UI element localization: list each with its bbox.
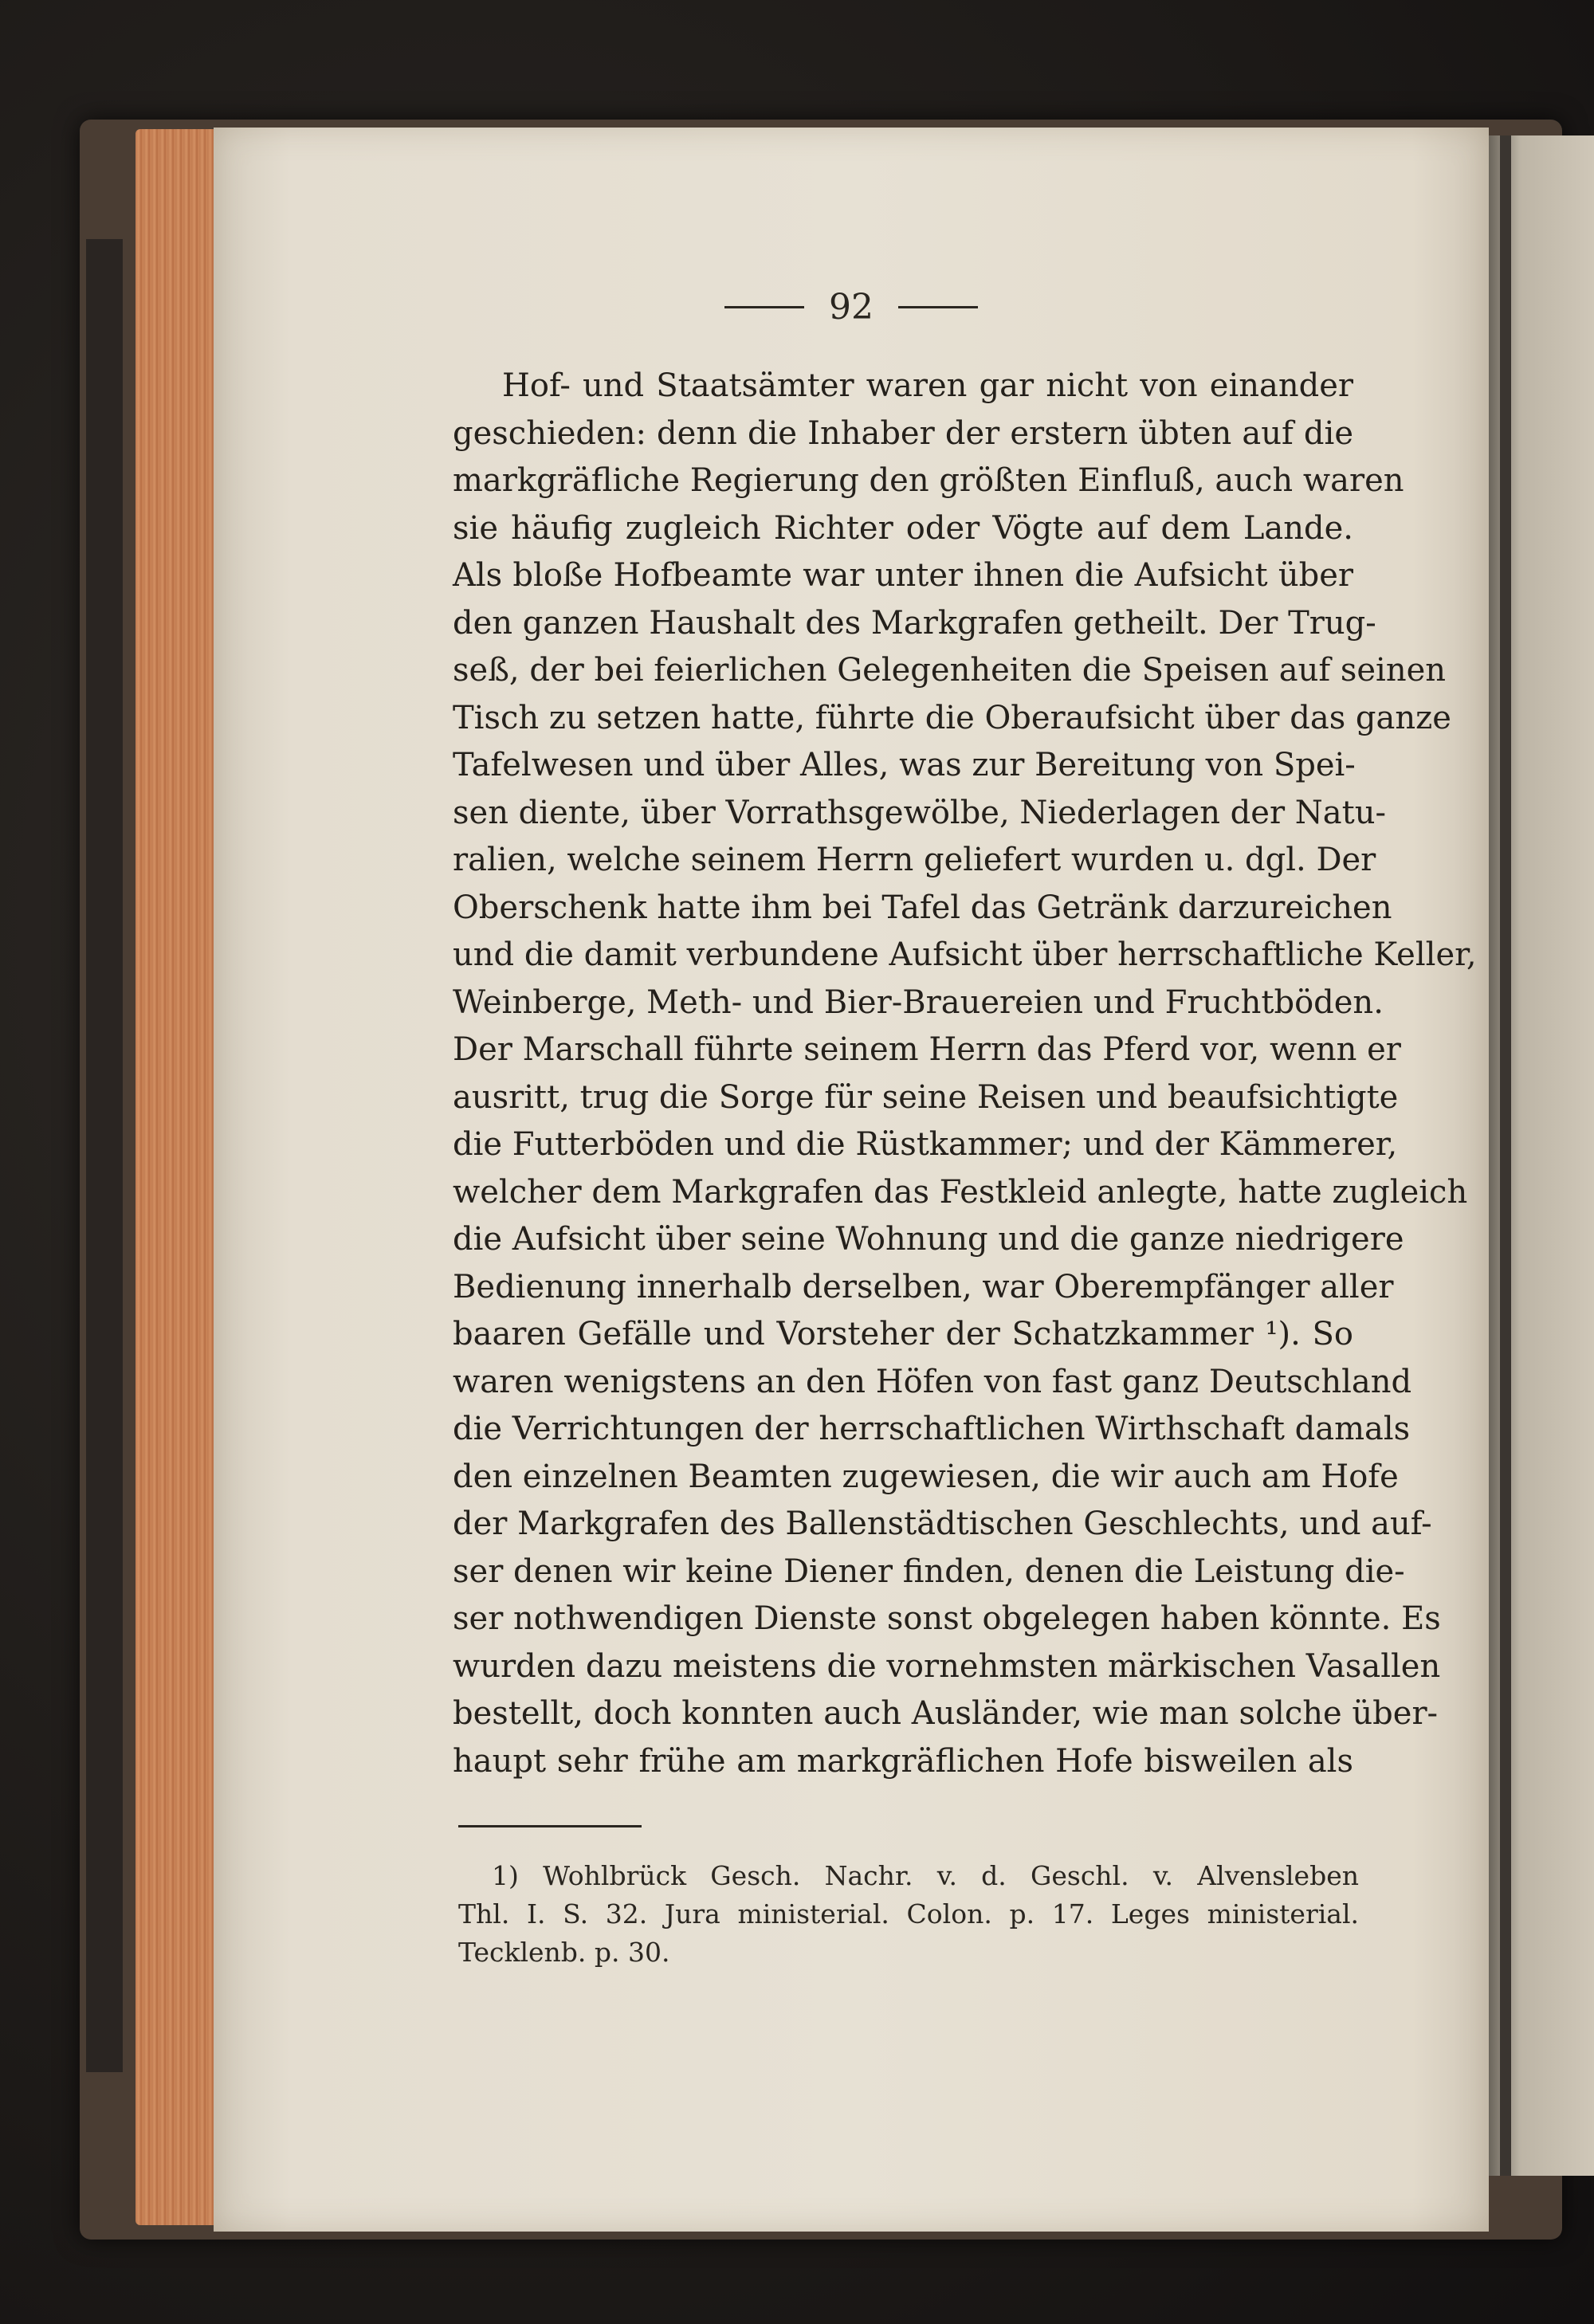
text-line: ser denen wir keine Diener finden, denen die Leistung die- xyxy=(453,1553,1405,1590)
text-line: Bedienung innerhalb derselben, war Oberempfänger aller xyxy=(453,1268,1394,1305)
footnote-line: 1) Wohlbrück Gesch. Nachr. v. d. Geschl. v. Alvensleben xyxy=(492,1860,1359,1891)
text-line: wurden dazu meistens die vornehmsten märkischen Vasallen xyxy=(453,1647,1441,1685)
text-line: ausritt, trug die Sorge für seine Reisen und beaufsichtigte xyxy=(453,1078,1399,1116)
footnote-rule xyxy=(458,1825,642,1827)
text-line: markgräfliche Regierung den größten Einfluß, auch waren xyxy=(453,462,1404,499)
header-rule-right xyxy=(898,306,978,308)
text-line: der Markgrafen des Ballenstädtischen Geschlechts, und auf- xyxy=(453,1505,1432,1542)
text-line: Tisch zu setzen hatte, führte die Oberaufsicht über das ganze xyxy=(453,699,1451,736)
text-line: Tafelwesen und über Alles, was zur Bereitung von Spei- xyxy=(453,747,1356,783)
text-line: Oberschenk hatte ihm bei Tafel das Getränk darzureichen xyxy=(453,889,1392,926)
text-line: geschieden: denn die Inhaber der erstern übten auf die xyxy=(453,414,1353,452)
text-line: seß, der bei feierlichen Gelegenheiten die Speisen auf seinen xyxy=(453,652,1447,689)
text-line: den einzelnen Beamten zugewiesen, die wir auch am Hofe xyxy=(453,1458,1399,1495)
page-number: 92 xyxy=(829,287,874,328)
body-text xyxy=(453,363,1477,1785)
text-line: Weinberge, Meth- und Bier-Brauereien und Fruchtböden. xyxy=(453,983,1384,1021)
text-line: die Futterböden und die Rüstkammer; und der Kämmerer, xyxy=(453,1126,1398,1163)
text-line: haupt sehr frühe am markgräflichen Hofe bisweilen als xyxy=(453,1742,1353,1780)
text-line: Hof- und Staatsämter waren gar nicht von einander xyxy=(502,367,1353,404)
text-line: baaren Gefälle und Vorsteher der Schatzkammer ¹). So xyxy=(453,1316,1353,1352)
text-line: die Aufsicht über seine Wohnung und die ganze niedrigere xyxy=(453,1221,1404,1258)
footnote-line: Thl. I. S. 32. Jura ministerial. Colon. p. 17. Leges ministerial. xyxy=(458,1898,1359,1929)
text-line: die Verrichtungen der herrschaftlichen Wirthschaft damals xyxy=(453,1411,1411,1447)
text-line: den ganzen Haushalt des Markgrafen getheilt. Der Trug- xyxy=(453,604,1376,642)
text-line: welcher dem Markgrafen das Festkleid anlegte, hatte zugleich xyxy=(453,1173,1468,1211)
footnote-line: Tecklenb. p. 30. xyxy=(458,1937,670,1968)
text-line: bestellt, doch konnten auch Ausländer, wie man solche über- xyxy=(453,1695,1439,1732)
page-header xyxy=(214,287,1489,328)
footnotes xyxy=(458,1857,1359,1972)
page-edges xyxy=(135,129,223,2225)
text-line: ralien, welche seinem Herrn geliefert wurden u. dgl. Der xyxy=(453,842,1376,878)
text-line: Der Marschall führte seinem Herrn das Pferd vor, wenn er xyxy=(453,1031,1401,1068)
text-line: ser nothwendigen Dienste sonst obgelegen haben könnte. Es xyxy=(453,1600,1441,1637)
text-line: waren wenigstens an den Höfen von fast ganz Deutschland xyxy=(453,1363,1412,1400)
text-line: Als bloße Hofbeamte war unter ihnen die Aufsicht über xyxy=(453,557,1353,594)
text-line: und die damit verbundene Aufsicht über herrschaftliche Keller, xyxy=(453,936,1477,973)
cover-spine xyxy=(86,239,123,2072)
text-line: sen diente, über Vorrathsgewölbe, Niederlagen der Natu- xyxy=(453,794,1386,831)
text-line: sie häufig zugleich Richter oder Vögte auf dem Lande. xyxy=(453,509,1353,547)
header-rule-left xyxy=(724,306,804,308)
facing-page-gutter xyxy=(1500,135,1511,2176)
